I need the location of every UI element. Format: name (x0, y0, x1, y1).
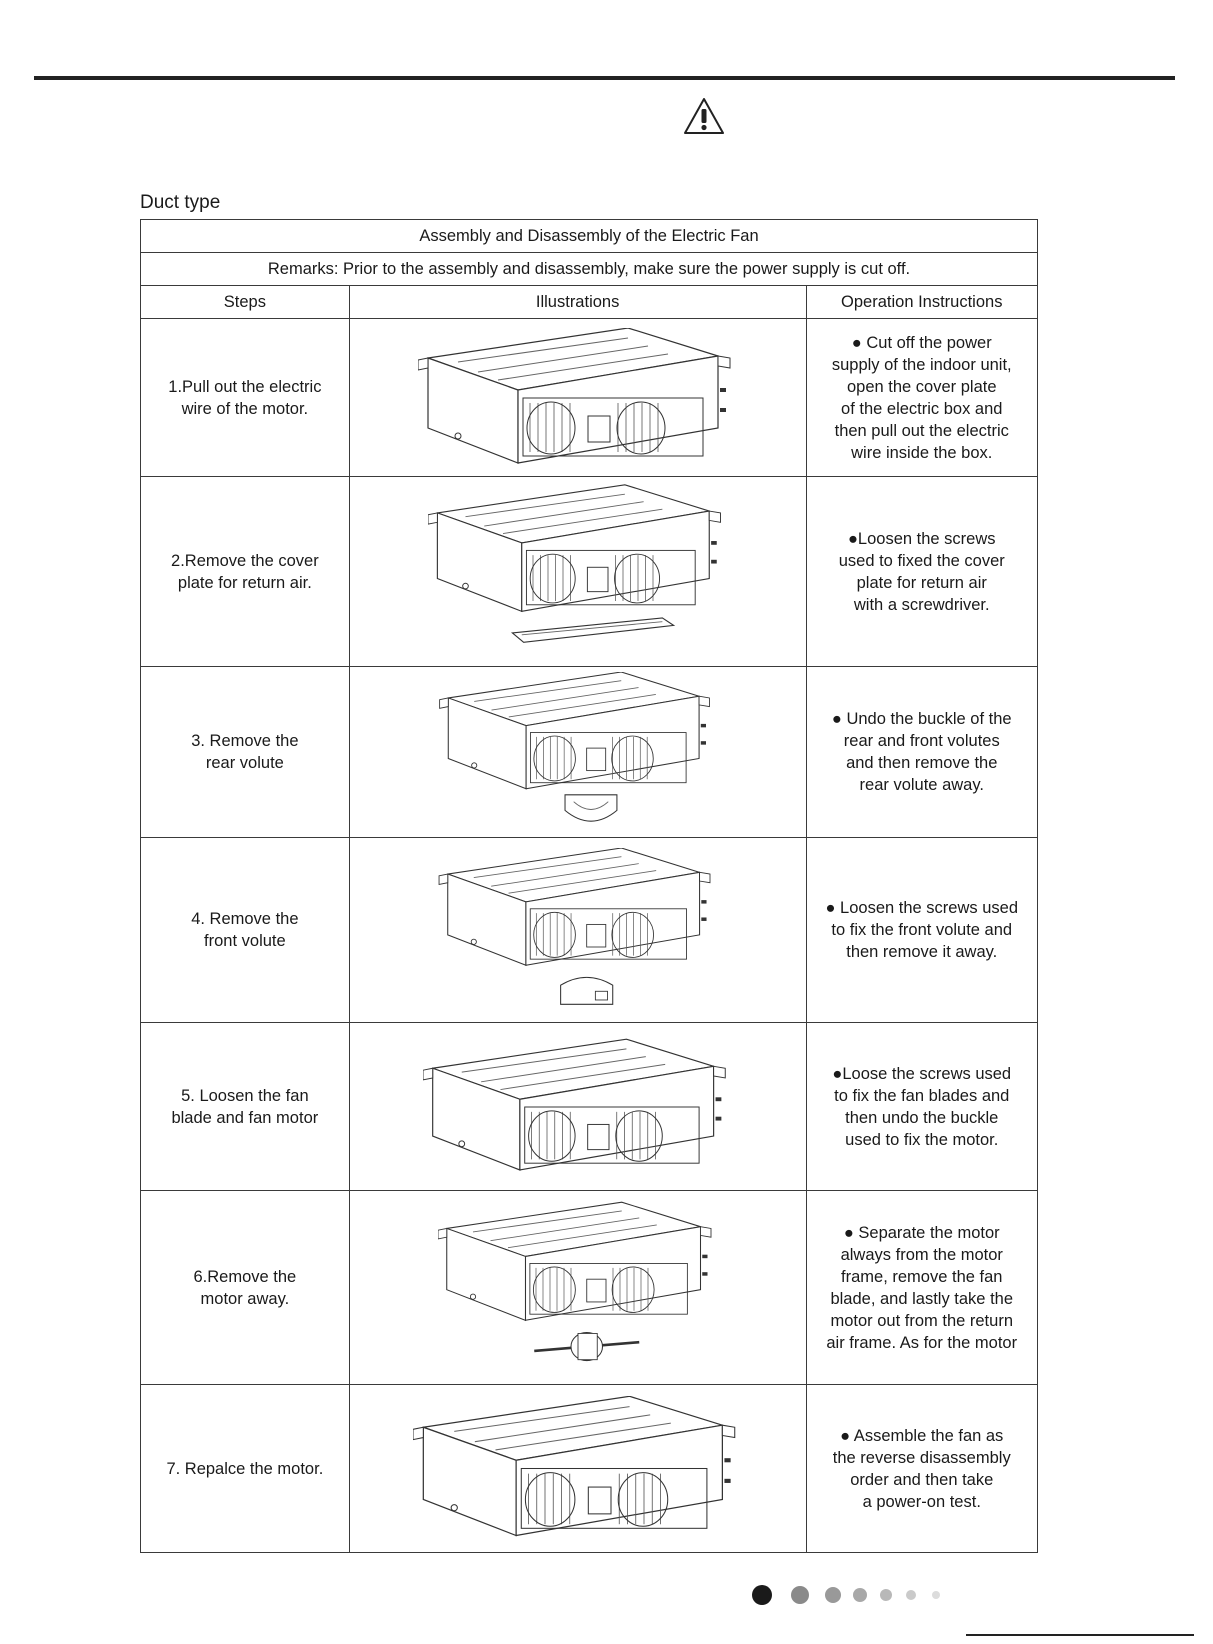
table-row (141, 1385, 1038, 1553)
dot-icon (906, 1590, 916, 1600)
step-label: 7. Repalce the motor. (141, 1385, 350, 1553)
instruction-text: ●Loose the screws used to fix the fan blades and then undo the buckle used to fix the motor. (806, 1023, 1038, 1191)
table-remarks: Remarks: Prior to the assembly and disassembly, make sure the power supply is cut off. (141, 253, 1038, 286)
top-rule (34, 76, 1175, 80)
dot-icon (791, 1586, 809, 1604)
illustration-remove-front-volute (349, 838, 806, 1023)
bottom-rule (966, 1634, 1194, 1636)
instruction-text: ● Assemble the fan as the reverse disassembly order and then take a power-on test. (806, 1385, 1038, 1553)
step-label: 6.Remove the motor away. (141, 1191, 350, 1385)
dot-icon (880, 1589, 892, 1601)
table-row (141, 838, 1038, 1023)
dot-icon (932, 1591, 940, 1599)
dot-icon (752, 1585, 772, 1605)
table-row (141, 477, 1038, 667)
table-row (141, 319, 1038, 477)
dot-icon (825, 1587, 841, 1603)
step-label: 3. Remove the rear volute (141, 667, 350, 838)
illustration-replace-motor (349, 1385, 806, 1553)
table-title: Assembly and Disassembly of the Electric Fan (141, 220, 1038, 253)
dot-icon (853, 1588, 867, 1602)
step-label: 1.Pull out the electric wire of the motor. (141, 319, 350, 477)
table-row (141, 1191, 1038, 1385)
column-header-illustrations: Illustrations (349, 286, 806, 319)
section-label: Duct type (140, 192, 221, 213)
step-label: 2.Remove the cover plate for return air. (141, 477, 350, 667)
illustration-remove-cover-plate (349, 477, 806, 667)
instruction-text: ● Cut off the power supply of the indoor unit, open the cover plate of the electric box and then pull out the electric wire inside the box. (806, 319, 1038, 477)
fan-assembly-table (140, 219, 1038, 1553)
table-row (141, 1023, 1038, 1191)
instruction-text: ● Separate the motor always from the motor frame, remove the fan blade, and lastly take the motor out from the return air frame. As for the motor (806, 1191, 1038, 1385)
warning-triangle-icon (682, 96, 726, 136)
illustration-pull-out-wire (349, 319, 806, 477)
instruction-text: ● Loosen the screws used to fix the front volute and then remove it away. (806, 838, 1038, 1023)
table-row (141, 667, 1038, 838)
step-label: 5. Loosen the fan blade and fan motor (141, 1023, 350, 1191)
instruction-text: ●Loosen the screws used to fixed the cover plate for return air with a screwdriver. (806, 477, 1038, 667)
illustration-loosen-fan-blade (349, 1023, 806, 1191)
step-label: 4. Remove the front volute (141, 838, 350, 1023)
column-header-instructions: Operation Instructions (806, 286, 1038, 319)
illustration-remove-rear-volute (349, 667, 806, 838)
illustration-remove-motor (349, 1191, 806, 1385)
column-header-steps: Steps (141, 286, 350, 319)
instruction-text: ● Undo the buckle of the rear and front volutes and then remove the rear volute away. (806, 667, 1038, 838)
